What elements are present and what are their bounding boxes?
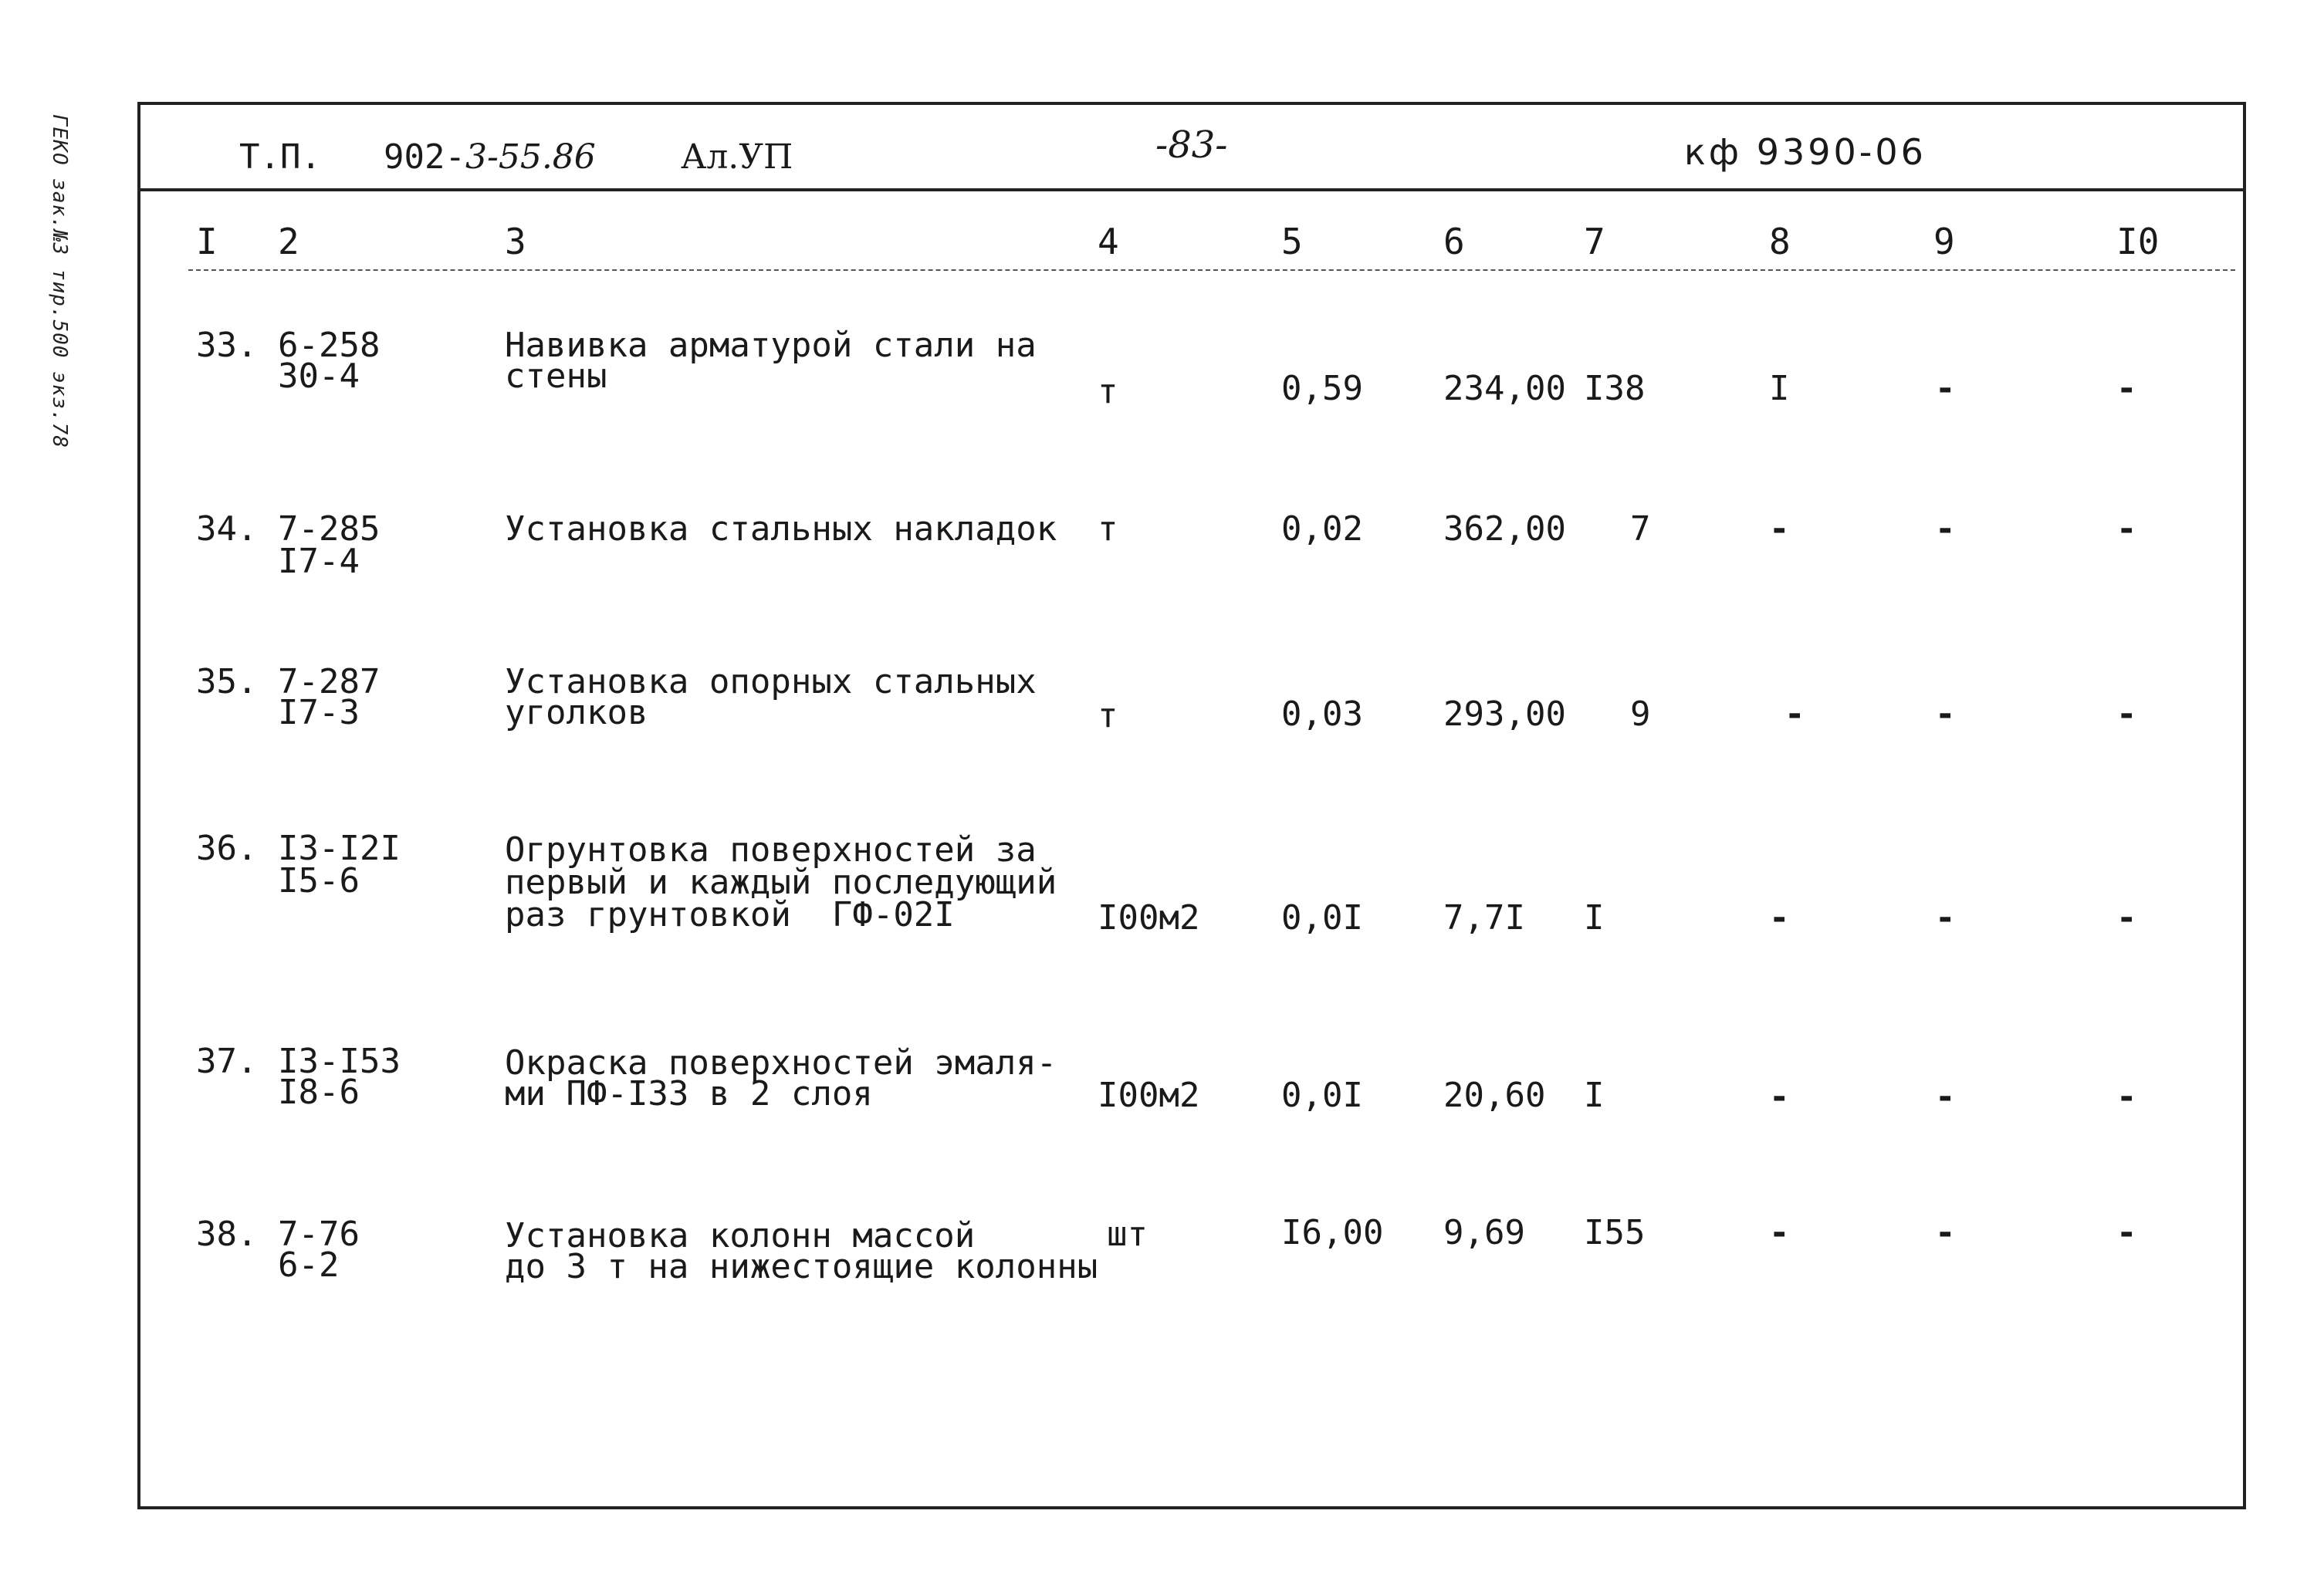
page-number: -83-	[1155, 123, 1228, 167]
side-stamp: ГЕКО зак.№3 тир.500 экз.78	[48, 114, 71, 448]
header-series-handwritten: 3-55.86	[465, 137, 596, 177]
column-number: I	[196, 221, 218, 262]
row-col8: -	[1769, 509, 1790, 549]
row-name-line-1: Установка колонн массой	[505, 1216, 976, 1255]
row-name-line-1: Установка опорных стальных	[505, 662, 1037, 701]
row-quantity: 0,0I	[1281, 898, 1363, 938]
row-code-line-1: 6-258	[278, 326, 381, 365]
row-code-line-2: I8-6	[278, 1073, 360, 1112]
column-number-divider	[188, 269, 2235, 271]
row-code-line-1: 7-76	[278, 1215, 360, 1254]
row-number: 37.	[196, 1042, 258, 1081]
header-divider	[140, 188, 2243, 191]
column-number: 2	[278, 221, 299, 262]
row-quantity: 0,59	[1281, 369, 1363, 408]
row-col7: 7	[1630, 509, 1651, 549]
row-code-line-1: 7-285	[278, 509, 381, 549]
header-tp-label: Т.П.	[239, 137, 321, 177]
row-col10: -	[2116, 898, 2137, 938]
column-number: 6	[1443, 221, 1465, 262]
row-name-line-2: стены	[505, 357, 607, 396]
row-col7: I55	[1584, 1213, 1646, 1252]
row-col10: -	[2116, 509, 2137, 549]
row-name-line-2: до 3 т на нижестоящие колонны	[505, 1247, 1098, 1286]
row-unit: I00м2	[1098, 1076, 1200, 1115]
row-col8: -	[1769, 1077, 1790, 1117]
column-number: 7	[1584, 221, 1605, 262]
row-col7: I	[1584, 1076, 1605, 1115]
row-quantity: 0,0I	[1281, 1076, 1363, 1115]
row-col9: -	[1935, 509, 1956, 549]
row-col8: -	[1769, 1213, 1790, 1252]
header-code: кф 9390-06	[1684, 131, 1927, 173]
row-code-line-1: I3-I53	[278, 1042, 401, 1081]
row-number: 33.	[196, 326, 258, 365]
header-series-prefix: 902-	[384, 137, 465, 177]
row-price: 234,00	[1443, 369, 1566, 408]
row-col7: I	[1584, 898, 1605, 938]
row-unit: шт	[1107, 1215, 1148, 1254]
row-number: 35.	[196, 662, 258, 701]
row-number: 38.	[196, 1215, 258, 1254]
row-number: 34.	[196, 509, 258, 549]
row-col8: -	[1769, 898, 1790, 938]
row-number: 36.	[196, 829, 258, 868]
row-name-line-1: Огрунтовка поверхностей за	[505, 830, 1037, 870]
row-col9: -	[1935, 369, 1956, 408]
row-quantity: 0,03	[1281, 694, 1363, 734]
row-unit: т	[1098, 509, 1118, 549]
row-name-line-1: Навивка арматурой стали на	[505, 326, 1037, 365]
header-album: Ал.УП	[681, 137, 793, 177]
column-number: I0	[2116, 221, 2160, 262]
row-col7: 9	[1630, 694, 1651, 734]
row-col8: -	[1784, 694, 1805, 734]
row-code-line-2: 30-4	[278, 357, 360, 396]
row-price: 9,69	[1443, 1213, 1525, 1252]
column-number: 5	[1281, 221, 1303, 262]
row-col9: -	[1935, 1077, 1956, 1117]
row-col9: -	[1935, 694, 1956, 734]
row-col8: I	[1769, 369, 1790, 408]
row-col10: -	[2116, 369, 2137, 408]
column-number: 9	[1933, 221, 1955, 262]
row-unit: т	[1098, 372, 1118, 411]
row-unit: I00м2	[1098, 898, 1200, 938]
column-number: 8	[1769, 221, 1791, 262]
row-col7: I38	[1584, 369, 1646, 408]
column-number: 4	[1098, 221, 1119, 262]
row-price: 7,7I	[1443, 898, 1525, 938]
header-series	[384, 137, 596, 177]
row-code-line-2: I7-3	[278, 693, 360, 732]
row-name-line-2: первый и каждый последующий	[505, 863, 1057, 902]
row-col9: -	[1935, 898, 1956, 938]
row-code-line-1: 7-287	[278, 662, 381, 701]
document-frame	[137, 102, 2246, 1509]
row-name-line-1: Установка стальных накладок	[505, 509, 1057, 549]
row-name-line-3: раз грунтовкой ГФ-02I	[505, 895, 955, 934]
row-price: 362,00	[1443, 509, 1566, 549]
row-col9: -	[1935, 1213, 1956, 1252]
row-name-line-2: уголков	[505, 693, 648, 732]
row-name-line-2: ми ПФ-I33 в 2 слоя	[505, 1074, 873, 1113]
row-price: 293,00	[1443, 694, 1566, 734]
row-unit: т	[1098, 696, 1118, 735]
row-col10: -	[2116, 1077, 2137, 1117]
column-number: 3	[505, 221, 526, 262]
row-quantity: I6,00	[1281, 1213, 1384, 1252]
row-code-line-2: I7-4	[278, 542, 360, 581]
row-col10: -	[2116, 1213, 2137, 1252]
row-code-line-1: I3-I2I	[278, 829, 401, 868]
row-quantity: 0,02	[1281, 509, 1363, 549]
row-code-line-2: 6-2	[278, 1245, 340, 1285]
row-name-line-1: Окраска поверхностей эмаля-	[505, 1043, 1057, 1083]
row-col10: -	[2116, 694, 2137, 734]
row-price: 20,60	[1443, 1076, 1546, 1115]
row-code-line-2: I5-6	[278, 861, 360, 901]
